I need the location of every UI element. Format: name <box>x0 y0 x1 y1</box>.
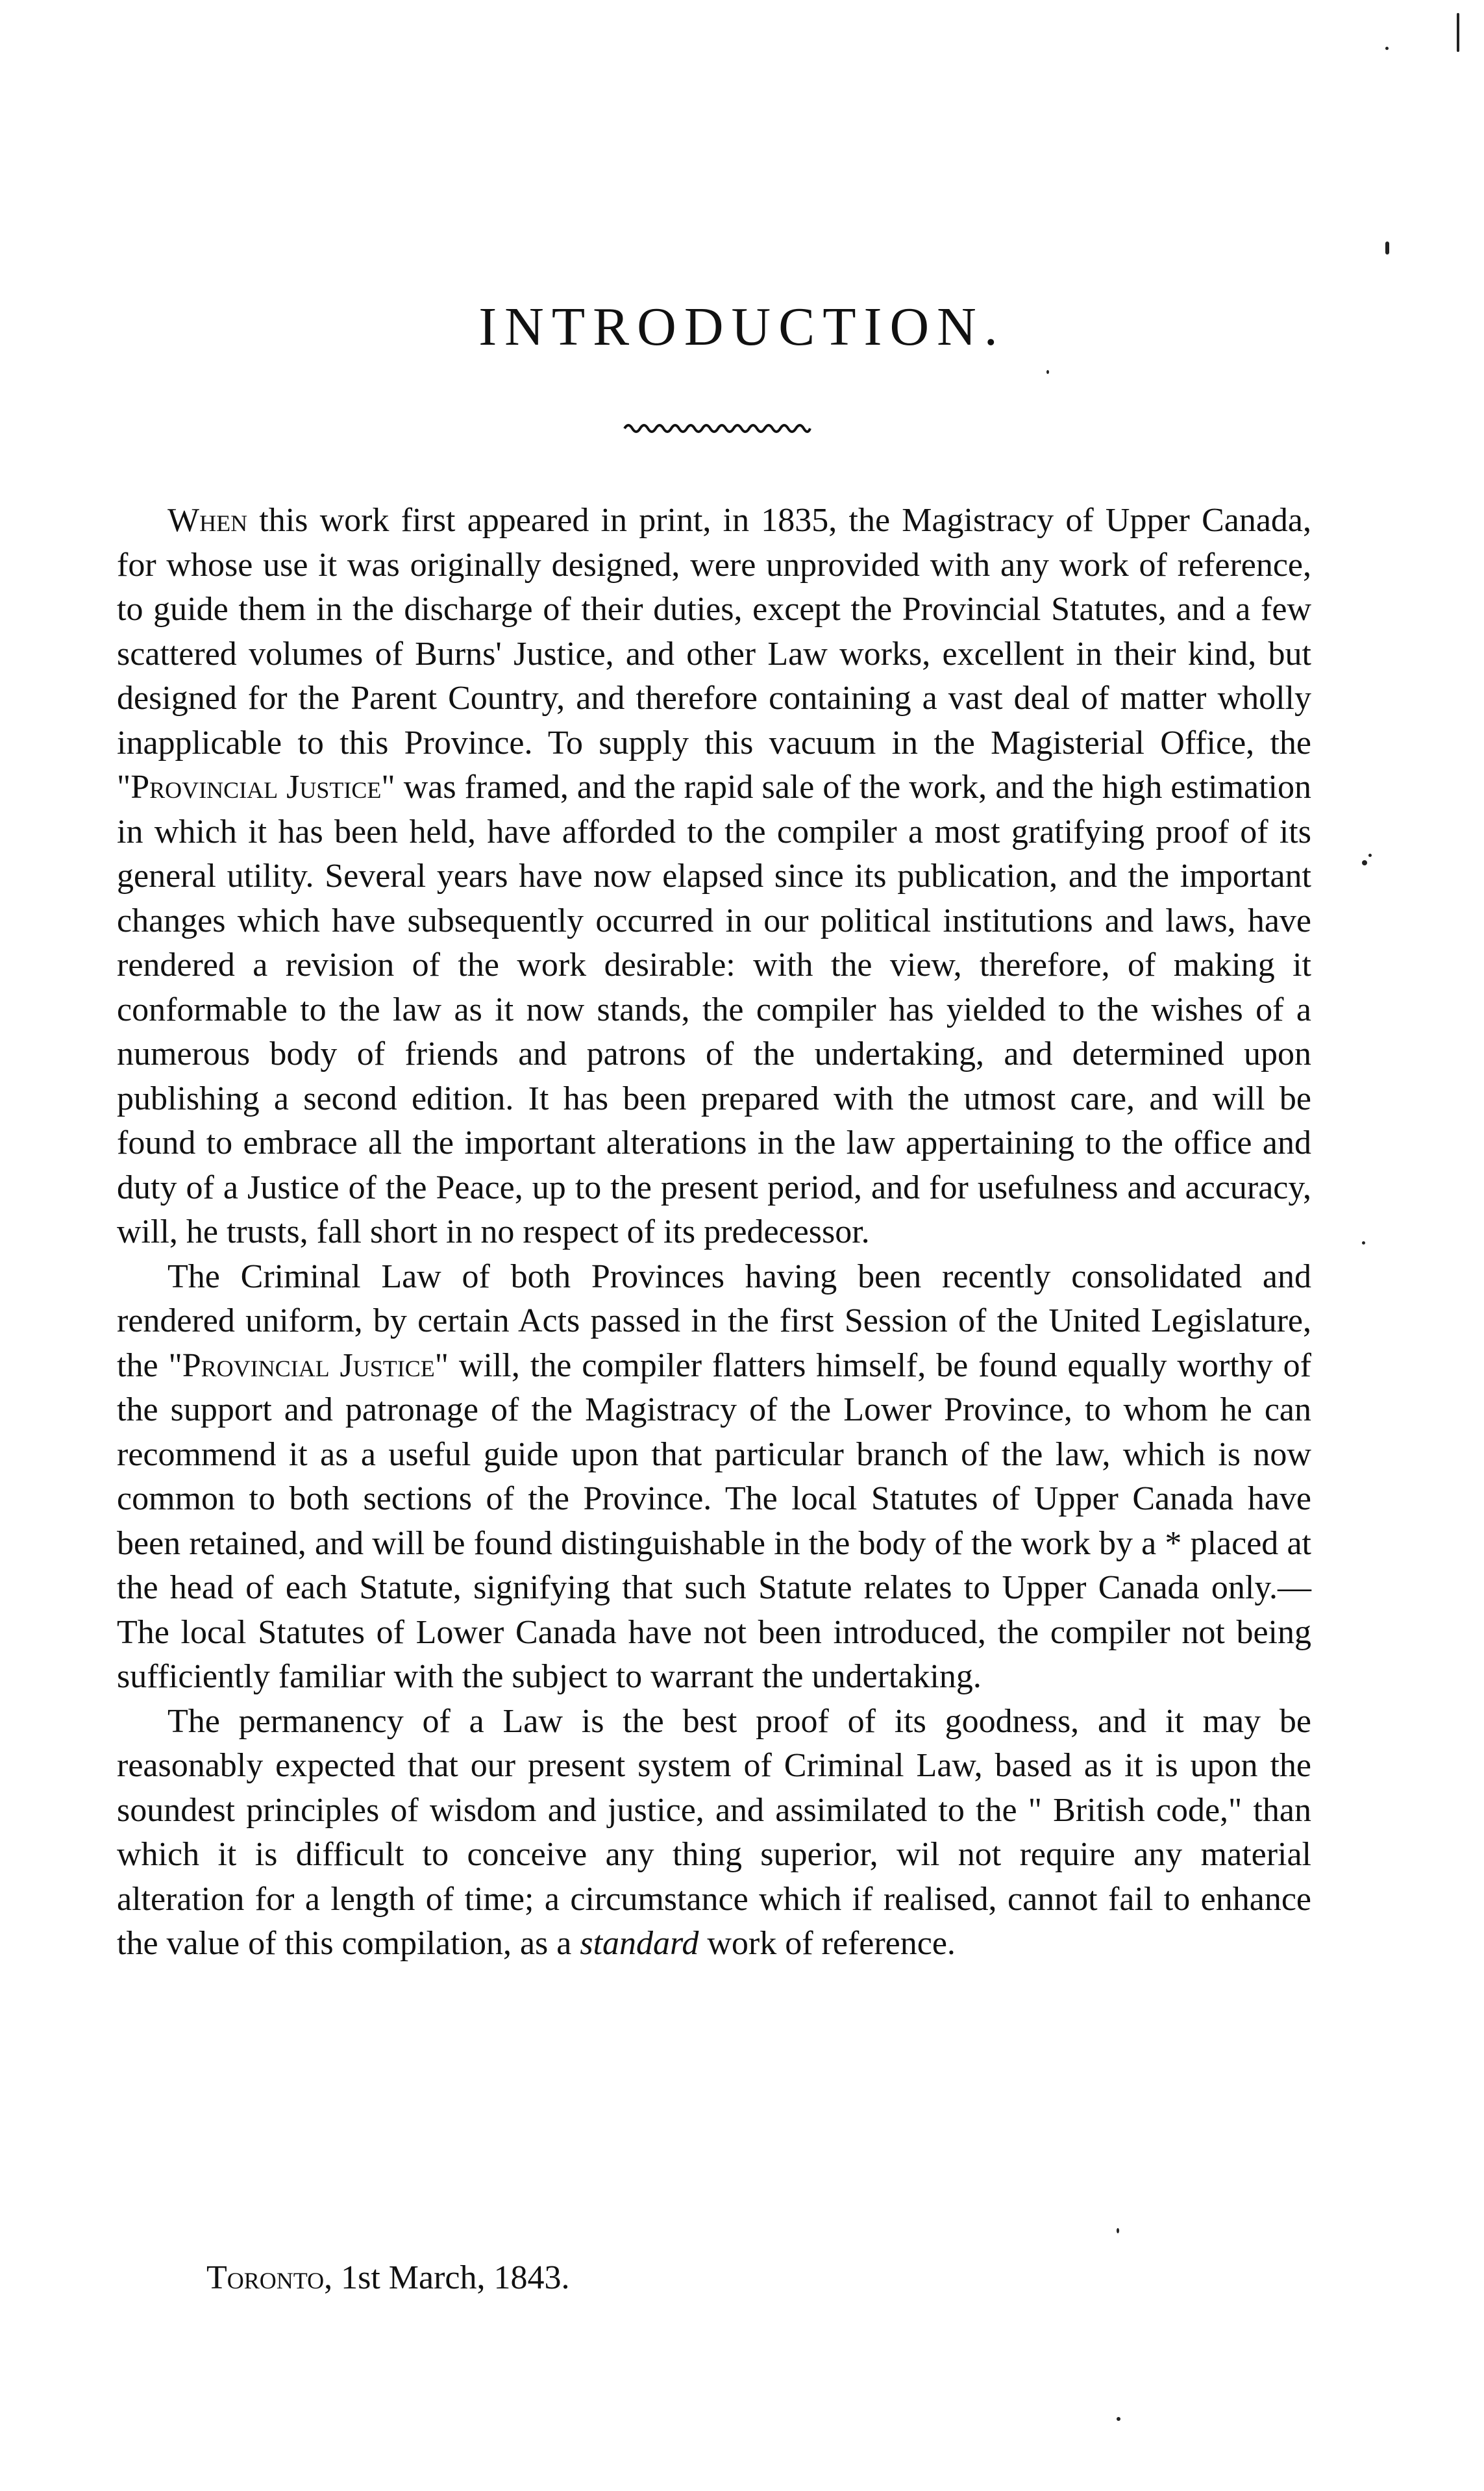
paragraph-2-book-title: Provincial Justice <box>182 1346 435 1384</box>
introduction-body <box>117 499 1311 1966</box>
scan-speck <box>1046 370 1049 374</box>
signature-date: , 1st March, 1843. <box>324 2259 570 2296</box>
scan-speck <box>1117 2417 1120 2421</box>
paragraph-1-book-title: Provincial Justice <box>130 769 382 806</box>
paragraph-1-text-continued: " was framed, and the rapid sale of the work, and the high estimation in which it has been held, have afforded to the compiler a most gratifying proof of its general utility. Several years have now elapsed since its publication, and the important changes which have subsequently occurred in our political institutions and laws, have rendered a revision of the work desirable: with the view, therefore, of making it conformable to the law as it now stands, the compiler has yielded to the wishes of a numerous body of friends and patrons of the undertaking, and determined upon publishing a second edition. It has been prepared with the utmost care, and will be found to embrace all the important alterations in the law appertaining to the office and duty of a Justice of the Peace, up to the present period, and for usefulness and accuracy, will, he trusts, fall short in no respect of its predecessor. <box>117 769 1312 1250</box>
scan-speck <box>1362 1241 1365 1245</box>
paragraph-3-text-continued: work of reference. <box>699 1925 956 1962</box>
scan-speck <box>1385 242 1389 254</box>
paragraph-2-text: The Criminal Law of both Provinces having been recently consolidated and rendered uniform, by certain Acts passed in the first Session of the United Legislature, the " <box>117 1258 1311 1384</box>
paragraph-2 <box>117 1255 1311 1700</box>
scan-speck <box>1457 13 1459 52</box>
paragraph-1 <box>117 499 1311 1255</box>
paragraph-2-text-continued: " will, the compiler flatters himself, be found equally worthy of the support and patronage of the Magistracy of the Lower Province, to whom he can recommend it as a useful guide upon that particular branch of the law, which is now common to both sections of the Province. The local Statutes of Upper Canada have been retained, and will be found distinguishable in the body of the work by a * placed at the head of each Statute, signifying that such Statute relates to Upper Canada only.— The local Statutes of Lower Canada have not been introduced, the compiler not being sufficiently familiar with the subject to warrant the undertaking. <box>117 1346 1311 1695</box>
signature-place: Toronto <box>206 2259 325 2296</box>
paragraph-3 <box>117 1700 1311 1966</box>
paragraph-1-text: this work first appeared in print, in 1835, the Magistracy of Upper Canada, for whose use it was originally designed, were unprovided with any work of reference, to guide them in the discharge of their duties, except the Provincial Statutes, and a few scattered volumes of Burns' Justice, and other Law works, excellent in their kind, but designed for the Parent Country, and therefore containing a vast deal of matter wholly inapplicable to this Province. To supply this vacuum in the Magisterial Office, the " <box>117 502 1311 806</box>
scan-speck <box>1385 47 1389 50</box>
scan-speck <box>1362 860 1367 865</box>
signature-line <box>206 2256 570 2300</box>
paragraph-1-lead: When <box>167 502 248 539</box>
page-title: INTRODUCTION. <box>478 297 1006 357</box>
paragraph-3-italic: standard <box>580 1925 699 1962</box>
scan-speck <box>1368 854 1372 857</box>
scan-speck <box>1117 2228 1119 2233</box>
title-ornament <box>623 419 811 438</box>
paragraph-3-text: The permanency of a Law is the best proof of its goodness, and it may be reasonably expected that our present system of Criminal Law, based as it is upon the soundest principles of wisdom and justice, and assimilated to the " British code," than which it is difficult to conceive any thing superior, wil not require any material alteration for a length of time; a circumstance which if realised, cannot fail to enhance the value of this compilation, as a <box>117 1702 1311 1962</box>
